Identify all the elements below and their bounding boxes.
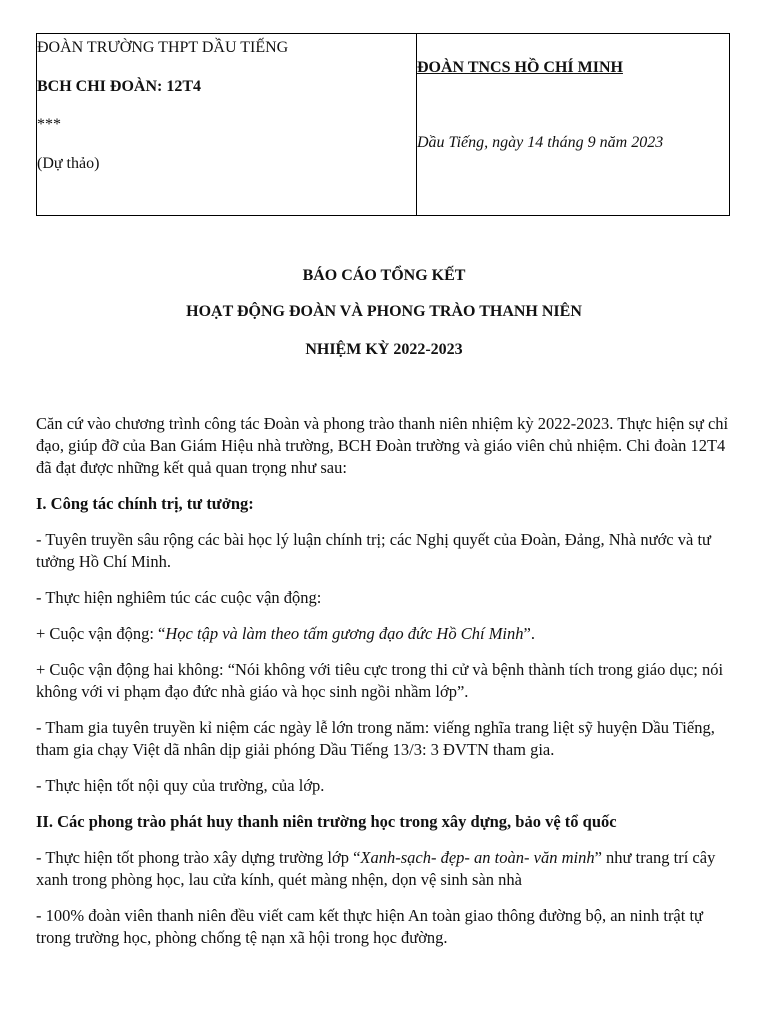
intro-paragraph: Căn cứ vào chương trình công tác Đoàn và phong trào thanh niên nhiệm kỳ 2022-2023. Thực hiện sự chỉ đạo, giúp đỡ của Ban Giám Hiệu nhà trường, BCH Đoàn trường và giáo viên chủ nhiệm. Chi đoàn 12T4 đã đạt được những kết quả quan trọng như sau: (36, 414, 729, 477)
section-1-paragraph-6: - Thực hiện tốt nội quy của trường, của lớp. (36, 776, 325, 795)
section-2-paragraph-1 (36, 847, 730, 891)
campaign-name: Học tập và làm theo tấm gương đạo đức Hồ Chí Minh (165, 624, 524, 643)
section-1-paragraph-5: - Tham gia tuyên truyền kỉ niệm các ngày lễ lớn trong năm: viếng nghĩa trang liệt sỹ huyện Dầu Tiếng, tham gia chạy Việt dã nhân dịp giải phóng Dầu Tiếng 13/3: 3 ĐVTN tham gia. (36, 718, 715, 759)
campaign-suffix: ”. (523, 624, 535, 643)
section-1-paragraph-1: - Tuyên truyền sâu rộng các bài học lý luận chính trị; các Nghị quyết của Đoàn, Đảng, Nhà nước và tư tưởng Hồ Chí Minh. (36, 530, 711, 571)
movement-prefix: - Thực hiện tốt phong trào xây dựng trường lớp “ (36, 848, 361, 867)
section-2-heading: II. Các phong trào phát huy thanh niên trường học trong xây dựng, bảo vệ tổ quốc (36, 812, 617, 831)
report-title-line1: BÁO CÁO TỔNG KẾT (302, 267, 466, 284)
report-title-line3: NHIỆM KỲ 2022-2023 (305, 341, 463, 358)
campaign-prefix: + Cuộc vận động: “ (36, 624, 166, 643)
draft-label: (Dự thảo) (37, 155, 100, 172)
movement-name: Xanh-sạch- đẹp- an toàn- văn minh (360, 848, 595, 867)
header-separator-stars: *** (37, 116, 61, 133)
movement-suffix: ” như trang trí cây xanh trong phòng học, lau cửa kính, quét màng nhện, dọn vệ sinh sàn nhà (36, 848, 716, 889)
header-table (36, 33, 730, 216)
section-2-paragraph-2: - 100% đoàn viên thanh niên đều viết cam kết thực hiện An toàn giao thông đường bộ, an ninh trật tự trong trường học, phòng chống tệ nạn xã hội trong học đường. (36, 906, 703, 947)
report-body (36, 413, 730, 963)
section-1-paragraph-3 (36, 623, 730, 645)
school-union-name: ĐOÀN TRƯỜNG THPT DẦU TIẾNG (37, 39, 289, 56)
section-1-paragraph-4: + Cuộc vận động hai không: “Nói không với tiêu cực trong thi cử và bệnh thành tích trong giáo dục; nói không với vi phạm đạo đức nhà giáo và học sinh ngồi nhầm lớp”. (36, 660, 724, 701)
section-1-heading: I. Công tác chính trị, tư tưởng: (36, 494, 254, 513)
branch-committee-name: BCH CHI ĐOÀN: 12T4 (37, 78, 202, 95)
section-1-paragraph-2: - Thực hiện nghiêm túc các cuộc vận động: (36, 588, 322, 607)
report-title-line2: HOẠT ĐỘNG ĐOÀN VÀ PHONG TRÀO THANH NIÊN (186, 303, 582, 320)
organization-name: ĐOÀN TNCS HỒ CHÍ MINH (417, 59, 623, 76)
document-date: Dầu Tiếng, ngày 14 tháng 9 năm 2023 (417, 134, 664, 151)
